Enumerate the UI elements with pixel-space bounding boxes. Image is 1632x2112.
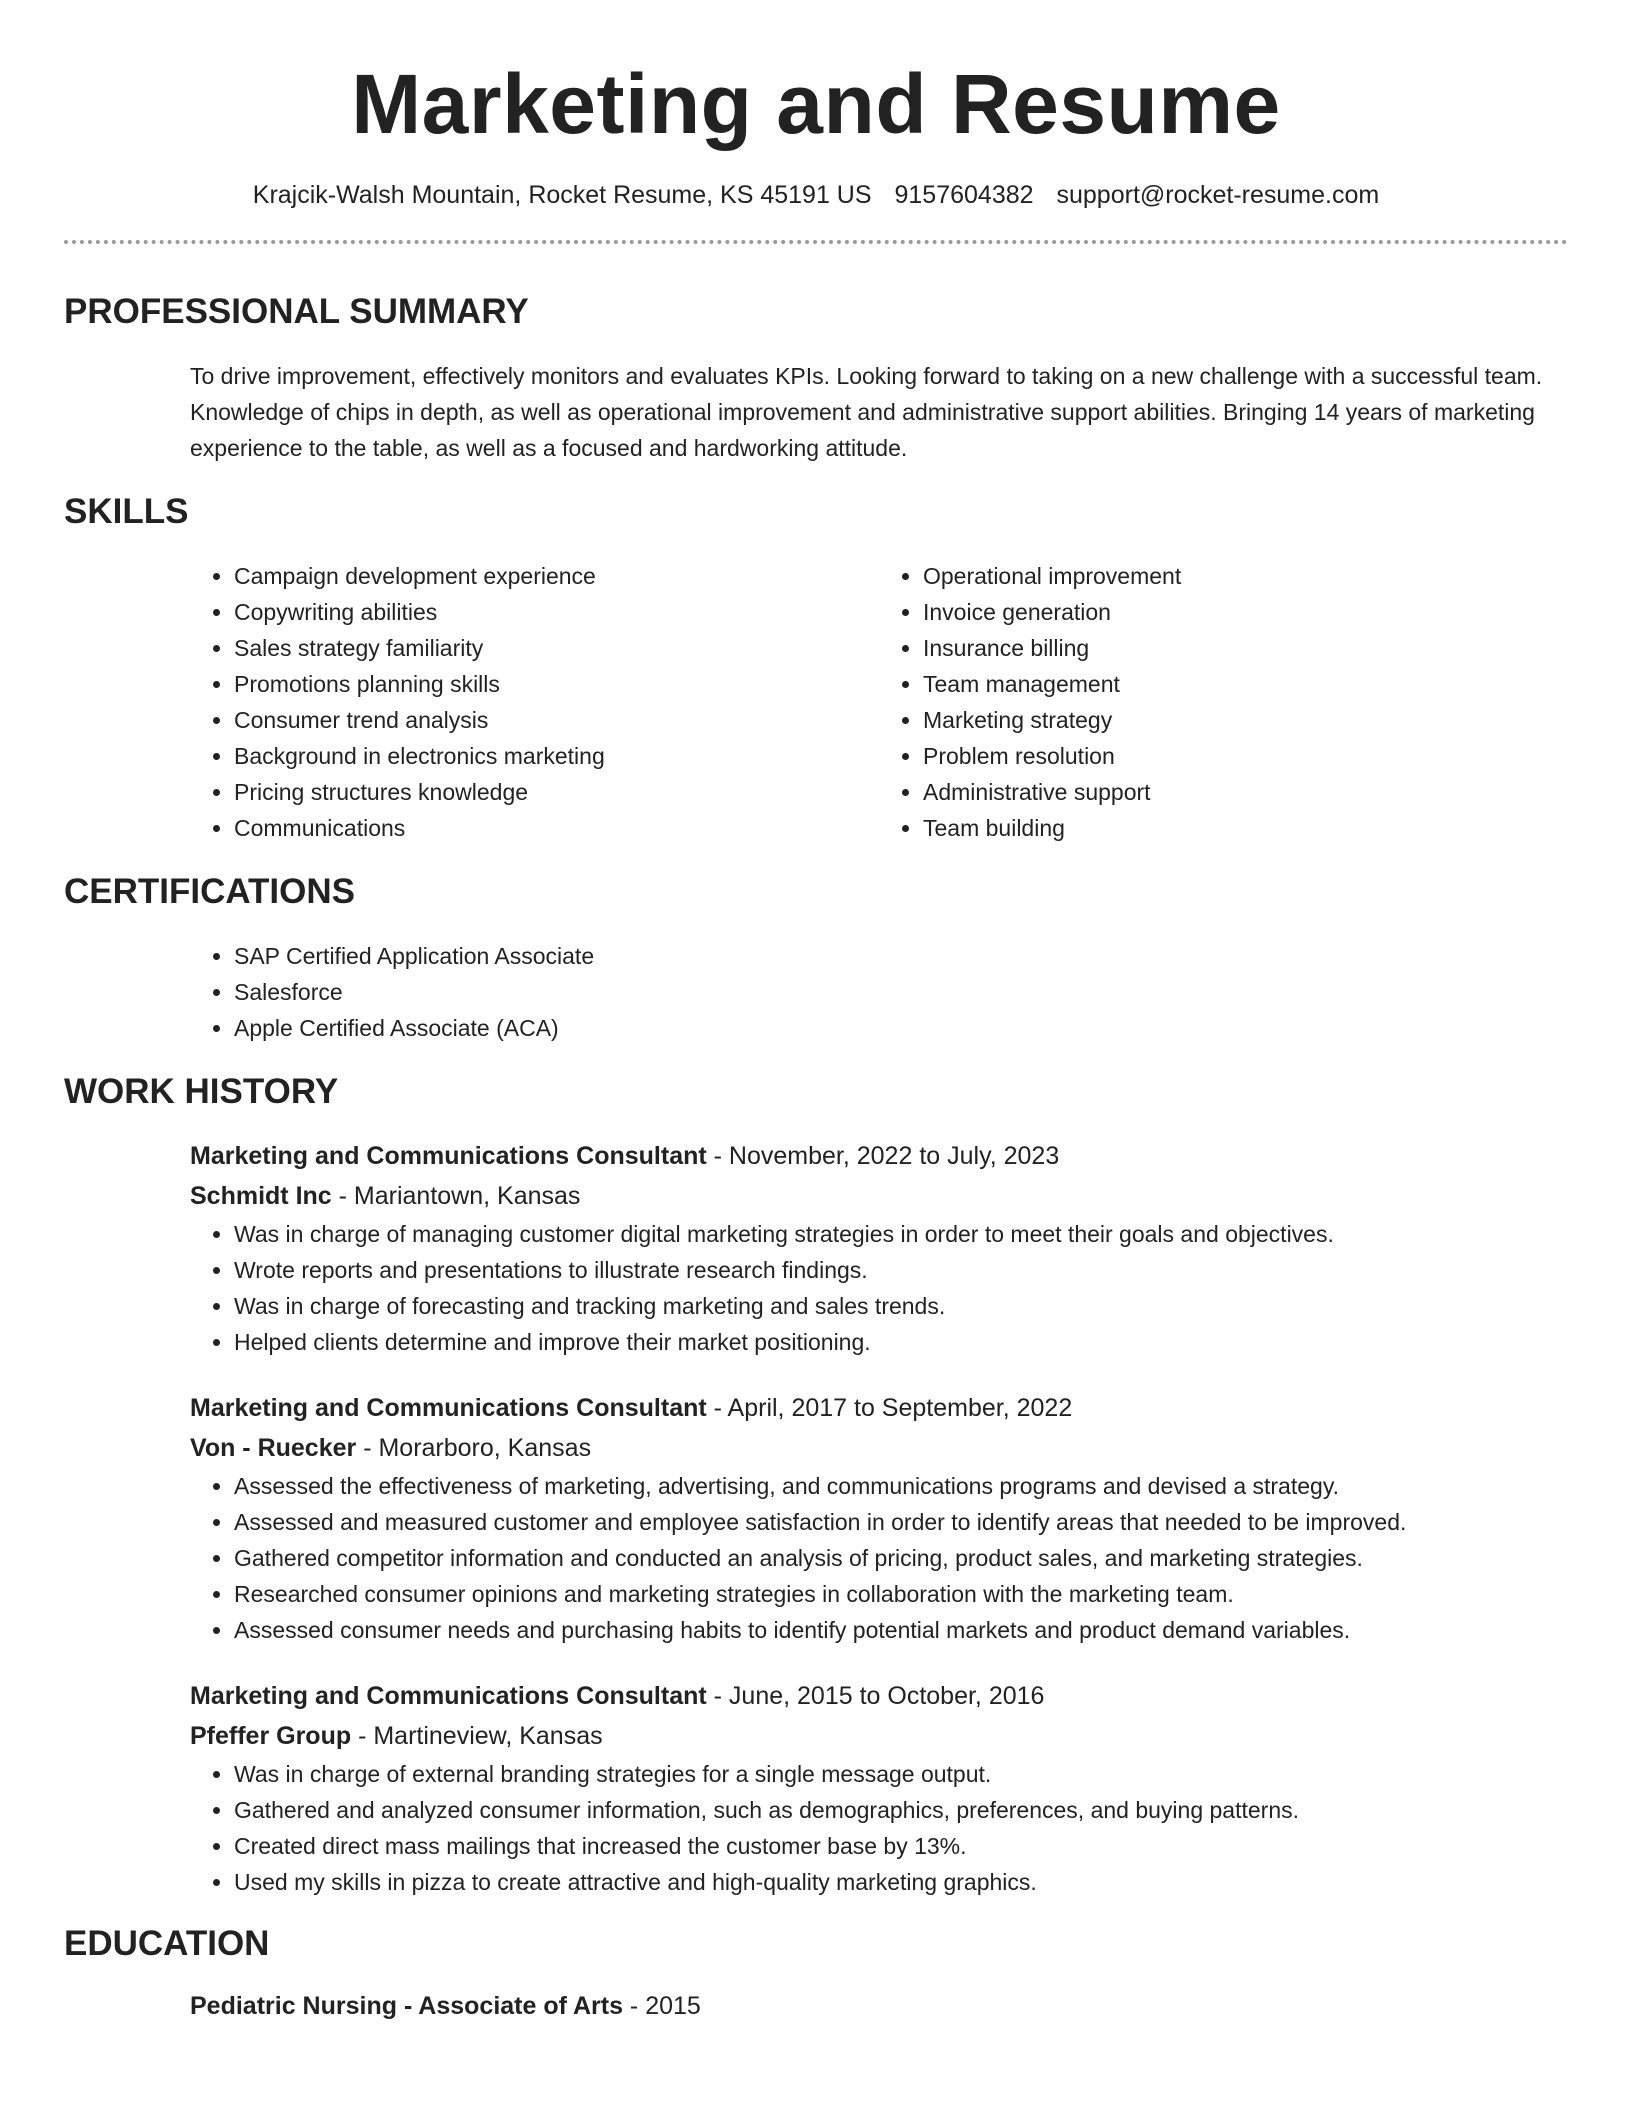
skills-column-left (190, 558, 879, 846)
summary-text: To drive improvement, effectively monitors and evaluates KPIs. Looking forward to taking on a new challenge with a successful team. Knowledge of chips in depth, as well as operational improvement and administrative support abilities. Bringing 14 years of marketing experience to the table, as well as a focused and hardworking attitude. (190, 363, 1543, 461)
contact-address: Krajcik-Walsh Mountain, Rocket Resume, KS 45191 US (252, 181, 872, 209)
skill-item: • Invoice generation (923, 594, 1568, 630)
header-divider (64, 240, 1568, 244)
skill-item: • Background in electronics marketing (234, 738, 879, 774)
skill-item: • Administrative support (923, 774, 1568, 810)
job-role: Marketing and Communications Consultant (190, 1394, 707, 1422)
skill-item: • Communications (234, 810, 879, 846)
job-bullet: • Was in charge of forecasting and tracking marketing and sales trends. (234, 1288, 1568, 1324)
skill-item: • Team building (923, 810, 1568, 846)
job-location: - Morarboro, Kansas (356, 1434, 592, 1462)
job-role: Marketing and Communications Consultant (190, 1142, 707, 1170)
job-title-line (190, 1676, 1568, 1716)
skills-column-right (879, 558, 1568, 846)
skill-item: • Insurance billing (923, 630, 1568, 666)
job-bullet: • Created direct mass mailings that increased the customer base by 13%. (234, 1828, 1568, 1864)
job-entry (190, 1676, 1568, 1900)
skill-item: • Copywriting abilities (234, 594, 879, 630)
skills-heading: SKILLS (64, 492, 189, 531)
skill-item: • Campaign development experience (234, 558, 879, 594)
job-bullet: • Researched consumer opinions and marketing strategies in collaboration with the marketing team. (234, 1576, 1568, 1612)
certification-item: • SAP Certified Application Associate (234, 938, 1568, 974)
job-title-line (190, 1136, 1568, 1176)
work-history-heading: WORK HISTORY (64, 1072, 339, 1111)
job-bullet: • Assessed the effectiveness of marketing, advertising, and communications programs and devised a strategy. (234, 1468, 1568, 1504)
job-dates: - November, 2022 to July, 2023 (706, 1142, 1060, 1170)
job-role: Marketing and Communications Consultant (190, 1682, 707, 1710)
job-dates: - April, 2017 to September, 2022 (706, 1394, 1073, 1422)
job-company: Schmidt Inc (190, 1182, 332, 1210)
job-title-line (190, 1388, 1568, 1428)
education-entry (190, 1986, 1568, 2026)
resume-name: Marketing and Resume (351, 57, 1281, 151)
skills-list (190, 558, 1568, 846)
job-company: Von - Ruecker (190, 1434, 357, 1462)
job-company-line (190, 1428, 1568, 1468)
skill-item: • Sales strategy familiarity (234, 630, 879, 666)
job-location: - Mariantown, Kansas (331, 1182, 581, 1210)
summary-heading: PROFESSIONAL SUMMARY (64, 292, 529, 331)
job-dates: - June, 2015 to October, 2016 (706, 1682, 1045, 1710)
job-bullet: • Assessed and measured customer and employee satisfaction in order to identify areas that needed to be improved. (234, 1504, 1568, 1540)
contact-line (64, 178, 1568, 212)
job-bullets (190, 1756, 1568, 1900)
skill-item: • Problem resolution (923, 738, 1568, 774)
job-bullet: • Wrote reports and presentations to illustrate research findings. (234, 1252, 1568, 1288)
job-entry (190, 1136, 1568, 1360)
job-bullet: • Helped clients determine and improve their market positioning. (234, 1324, 1568, 1360)
job-entry (190, 1388, 1568, 1648)
certification-item: • Apple Certified Associate (ACA) (234, 1010, 1568, 1046)
job-bullet: • Used my skills in pizza to create attractive and high-quality marketing graphics. (234, 1864, 1568, 1900)
contact-email[interactable]: support@rocket-resume.com (1056, 181, 1380, 209)
job-bullet: • Was in charge of managing customer digital marketing strategies in order to meet their goals and objectives. (234, 1216, 1568, 1252)
skill-item: • Team management (923, 666, 1568, 702)
job-bullet: • Was in charge of external branding strategies for a single message output. (234, 1756, 1568, 1792)
skill-item: • Consumer trend analysis (234, 702, 879, 738)
job-company-line (190, 1176, 1568, 1216)
certifications-heading: CERTIFICATIONS (64, 872, 356, 911)
skill-item: • Marketing strategy (923, 702, 1568, 738)
education-degree: Pediatric Nursing - Associate of Arts (190, 1992, 623, 2020)
education-heading: EDUCATION (64, 1924, 270, 1963)
skill-item: • Pricing structures knowledge (234, 774, 879, 810)
job-bullets (190, 1216, 1568, 1360)
certifications-list (190, 938, 1568, 1046)
job-bullet: • Gathered and analyzed consumer information, such as demographics, preferences, and buying patterns. (234, 1792, 1568, 1828)
job-company: Pfeffer Group (190, 1722, 352, 1750)
job-bullet: • Gathered competitor information and conducted an analysis of pricing, product sales, and marketing strategies. (234, 1540, 1568, 1576)
job-company-line (190, 1716, 1568, 1756)
job-bullet: • Assessed consumer needs and purchasing habits to identify potential markets and product demand variables. (234, 1612, 1568, 1648)
certification-item: • Salesforce (234, 974, 1568, 1010)
skill-item: • Promotions planning skills (234, 666, 879, 702)
certifications-bullets (190, 938, 1568, 1046)
skill-item: • Operational improvement (923, 558, 1568, 594)
job-location: - Martineview, Kansas (351, 1722, 603, 1750)
contact-phone: 9157604382 (894, 181, 1034, 209)
job-bullets (190, 1468, 1568, 1648)
education-year: - 2015 (622, 1992, 701, 2020)
